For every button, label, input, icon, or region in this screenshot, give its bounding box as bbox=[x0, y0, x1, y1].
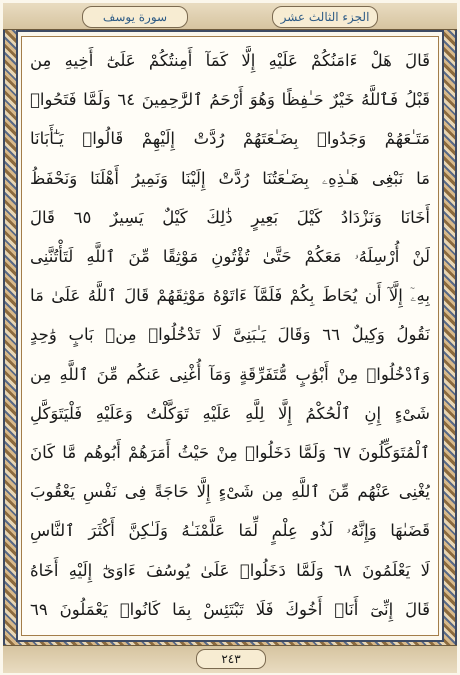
verse-line: قَالَ إِنِّىٓ أَنَا۠ أَخُوكَ فَلَا تَبْتَئِسْ بِمَا كَانُوا۟ يَعْمَلُونَ ٦٩ bbox=[30, 599, 430, 619]
verse-line: قَالَ هَلْ ءَامَنُكُمْ عَلَيْهِ إِلَّا كَمَآ أَمِنتُكُمْ عَلَىٰٓ أَخِيهِ مِن bbox=[30, 51, 430, 70]
verse-line: نَقُولُ وَكِيلٌ ٦٦ وَقَالَ يَـٰبَنِىَّ لَا تَدْخُلُوا۟ مِنۢ بَابٍ وَٰحِدٍ bbox=[30, 325, 430, 345]
header-band bbox=[3, 3, 457, 30]
verse-line: مَا نَبْغِى هَـٰذِهِۦ بِضَـٰعَتُنَا رُدَّتْ إِلَيْنَا وَنَمِيرُ أَهْلَنَا وَنَحْفَظُ bbox=[30, 168, 430, 188]
verse-line: مَتَـٰعَهُمْ وَجَدُوا۟ بِضَـٰعَتَهُمْ رُدَّتْ إِلَيْهِمْ قَالُوا۟ يَـٰٓأَبَانَا bbox=[30, 129, 430, 149]
verse-line: لَا يَعْلَمُونَ ٦٨ وَلَمَّا دَخَلُوا۟ عَلَىٰ يُوسُفَ ءَاوَىٰٓ إِلَيْهِ أَخَاهُ bbox=[30, 560, 430, 580]
verse-line: وَٱدْخُلُوا۟ مِنْ أَبْوَٰبٍ مُّتَفَرِّقَةٍ وَمَآ أُغْنِى عَنكُم مِّنَ ٱللَّهِ مِن bbox=[30, 364, 430, 384]
verse-line: لَنْ أُرْسِلَهُۥ مَعَكُمْ حَتَّىٰ تُؤْتُونِ مَوْثِقًا مِّنَ ٱللَّهِ لَتَأْتُنَّنِى bbox=[30, 247, 430, 267]
juz-title: الجزء الثالث عشر bbox=[272, 6, 378, 28]
verse-line: أَخَانَا وَنَزْدَادُ كَيْلَ بَعِيرٍ ذَٰلِكَ كَيْلٌ يَسِيرٌ ٦٥ قَالَ bbox=[30, 207, 430, 227]
verse-text-block bbox=[30, 42, 430, 628]
verse-line: قَبْلُ فَٱللَّهُ خَيْرٌ حَـٰفِظًا وَهُوَ أَرْحَمُ ٱلرَّٰحِمِينَ ٦٤ وَلَمَّا فَتَحُوا۟ bbox=[30, 90, 430, 110]
verse-line: بِهِۦٓ إِلَّآ أَن يُحَاطَ بِكُمْ فَلَمَّآ ءَاتَوْهُ مَوْثِقَهُمْ قَالَ ٱللَّهُ عَلَىٰ مَا bbox=[30, 286, 430, 306]
surah-title: سورة يوسف bbox=[82, 6, 188, 28]
verse-line: ٱلْمُتَوَكِّلُونَ ٦٧ وَلَمَّا دَخَلُوا۟ مِنْ حَيْثُ أَمَرَهُمْ أَبُوهُم مَّا كَانَ bbox=[30, 443, 430, 463]
verse-line: يُغْنِى عَنْهُم مِّنَ ٱللَّهِ مِن شَىْءٍ إِلَّا حَاجَةً فِى نَفْسِ يَعْقُوبَ bbox=[30, 482, 430, 502]
page-number: ٢٤٣ bbox=[196, 649, 266, 669]
verse-line: شَىْءٍ إِنِ ٱلْحُكْمُ إِلَّا لِلَّهِ عَلَيْهِ تَوَكَّلْتُ وَعَلَيْهِ فَلْيَتَوَكَّلِ bbox=[30, 403, 430, 423]
verse-line: قَضَىٰهَا وَإِنَّهُۥ لَذُو عِلْمٍ لِّمَا عَلَّمْنَـٰهُ وَلَـٰكِنَّ أَكْثَرَ ٱلنَّاسِ bbox=[30, 521, 430, 541]
